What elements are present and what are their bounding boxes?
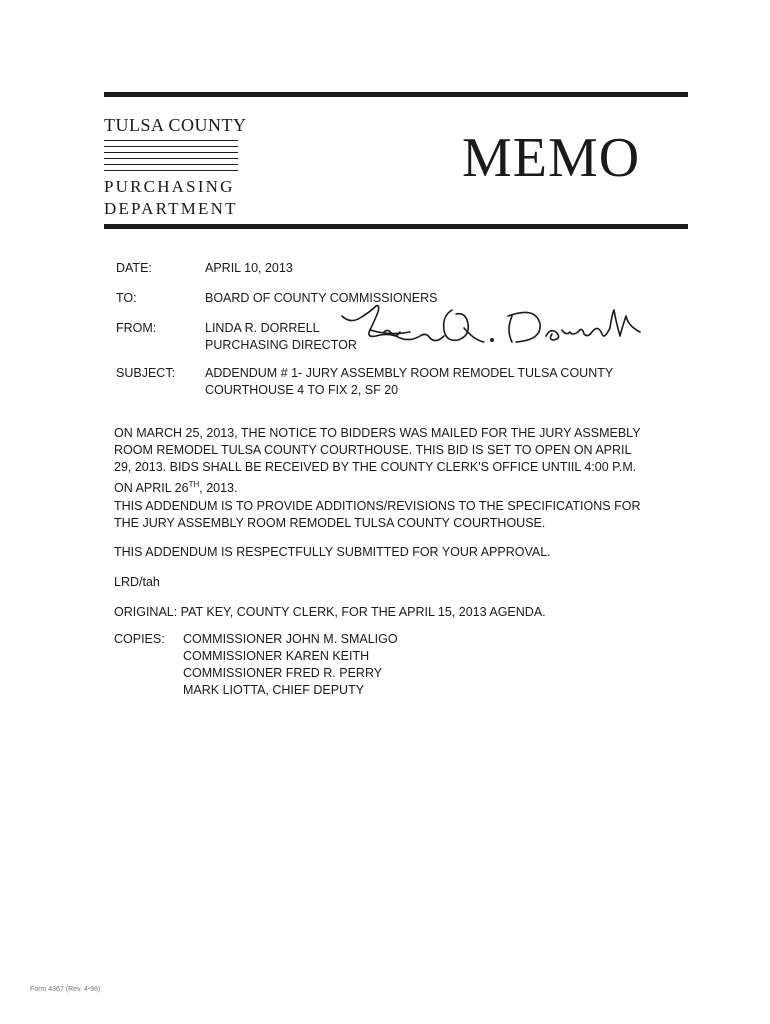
open-date-year: , 2013.: [199, 481, 238, 496]
from-label: FROM:: [116, 321, 157, 335]
date-label: DATE:: [116, 261, 152, 275]
signature-image: [340, 302, 670, 362]
department-name: [104, 176, 238, 220]
department-line-1: PURCHASING: [104, 177, 235, 196]
department-line-2: DEPARTMENT: [104, 199, 238, 218]
initials: LRD/tah: [114, 575, 160, 589]
paragraph-addendum-line-2: THE JURY ASSEMBLY ROOM REMODEL TULSA COUNTY COURTHOUSE.: [114, 516, 546, 530]
paragraph-addendum-line-1: THIS ADDENDUM IS TO PROVIDE ADDITIONS/REVISIONS TO THE SPECIFICATIONS FOR: [114, 499, 641, 513]
from-title: PURCHASING DIRECTOR: [205, 338, 357, 352]
original-line: ORIGINAL: PAT KEY, COUNTY CLERK, FOR THE APRIL 15, 2013 AGENDA.: [114, 605, 546, 619]
copies-label: COPIES:: [114, 632, 165, 646]
ordinal-suffix: TH: [188, 480, 200, 489]
open-date-text: ON APRIL 26: [114, 481, 189, 496]
paragraph-notice-line-2: ROOM REMODEL TULSA COUNTY COURTHOUSE. THIS BID IS SET TO OPEN ON APRIL: [114, 443, 632, 457]
paragraph-notice-line-4: [114, 476, 674, 497]
paragraph-addendum: [114, 498, 674, 532]
from-value: [205, 320, 357, 354]
from-name: LINDA R. DORRELL: [205, 321, 320, 335]
paragraph-approval: THIS ADDENDUM IS RESPECTFULLY SUBMITTED FOR YOUR APPROVAL.: [114, 545, 551, 559]
subject-line-1: ADDENDUM # 1- JURY ASSEMBLY ROOM REMODEL TULSA COUNTY: [205, 366, 614, 380]
subject-value: [205, 365, 613, 399]
copies-recipient: MARK LIOTTA, CHIEF DEPUTY: [183, 683, 365, 697]
to-value: BOARD OF COUNTY COMMISSIONERS: [205, 291, 438, 305]
header-top-rule: [104, 92, 688, 97]
copies-list: [183, 631, 398, 699]
header-bottom-rule: [104, 224, 688, 229]
subject-line-2: COURTHOUSE 4 TO FIX 2, SF 20: [205, 383, 399, 397]
copies-recipient: COMMISSIONER JOHN M. SMALIGO: [183, 632, 398, 646]
org-name: TULSA COUNTY: [104, 115, 247, 135]
date-value: APRIL 10, 2013: [205, 261, 293, 275]
paragraph-notice-line-3: 29, 2013. BIDS SHALL BE RECEIVED BY THE COUNTY CLERK'S OFFICE UNTIIL 4:00 P.M.: [114, 460, 637, 474]
copies-recipient: COMMISSIONER KAREN KEITH: [183, 649, 370, 663]
paragraph-notice: [114, 425, 674, 497]
logo-stripes: [104, 140, 238, 176]
memo-title: MEMO: [462, 127, 641, 189]
to-label: TO:: [116, 291, 137, 305]
form-number: Form 4367 (Rev. 4-98): [30, 986, 101, 993]
subject-label: SUBJECT:: [116, 366, 176, 380]
paragraph-notice-line-1: ON MARCH 25, 2013, THE NOTICE TO BIDDERS WAS MAILED FOR THE JURY ASSMEBLY: [114, 426, 641, 440]
copies-recipient: COMMISSIONER FRED R. PERRY: [183, 666, 383, 680]
